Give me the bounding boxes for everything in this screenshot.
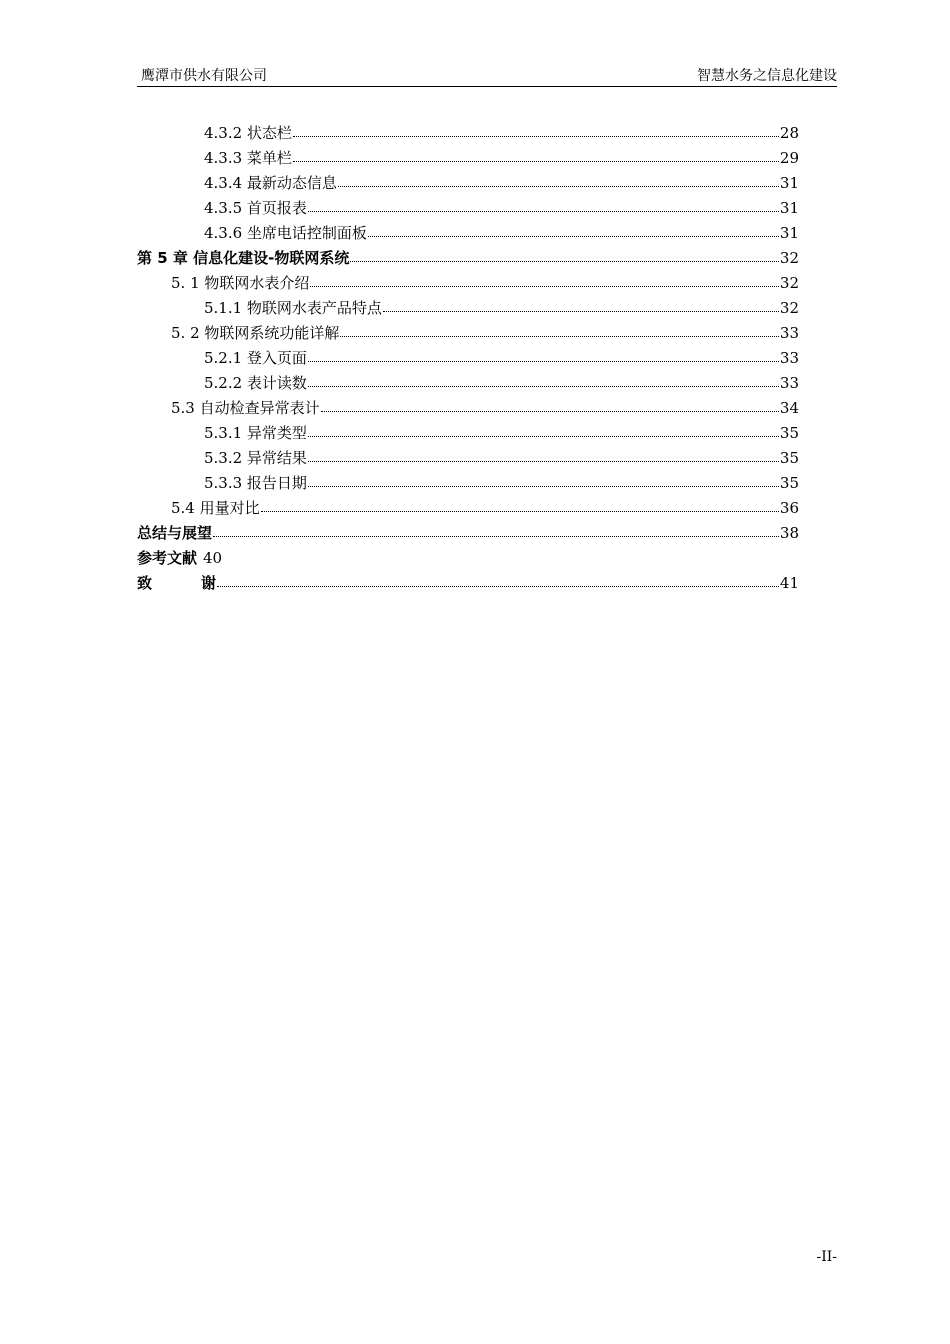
toc-entry-title: 4.3.5 首页报表 <box>204 199 307 217</box>
toc-entry-page: 34 <box>779 399 799 417</box>
toc-leader-dots <box>368 235 779 237</box>
toc-entry[interactable] <box>137 421 799 446</box>
toc-entry[interactable] <box>137 171 799 196</box>
header-company: 鹰潭市供水有限公司 <box>141 68 267 84</box>
toc-entry-title <box>137 571 216 596</box>
toc-entry-title: 4.3.4 最新动态信息 <box>204 174 337 192</box>
toc-entry[interactable] <box>137 121 799 146</box>
toc-leader-dots <box>308 385 779 387</box>
toc-entry[interactable] <box>137 496 799 521</box>
toc-entry-page: 35 <box>779 474 799 492</box>
page-number: -II- <box>816 1249 837 1265</box>
toc-entry-title: 总结与展望 <box>137 524 213 542</box>
toc-leader-dots <box>310 285 779 287</box>
toc-entry-page: 28 <box>779 124 799 142</box>
toc-entry-title: 5. 1 物联网水表介绍 <box>171 274 310 292</box>
toc-entry-title: 4.3.6 坐席电话控制面板 <box>204 224 367 242</box>
toc-leader-dots <box>340 335 779 337</box>
header-document-title: 智慧水务之信息化建设 <box>697 68 837 84</box>
toc-leader-dots <box>350 260 779 262</box>
toc-entry-page: 38 <box>779 524 799 542</box>
toc-entry-page: 32 <box>779 299 799 317</box>
toc-leader-dots <box>308 460 779 462</box>
toc-leader-dots <box>308 360 779 362</box>
toc-entry-page: 36 <box>779 499 799 517</box>
toc-entry-page: 35 <box>779 449 799 467</box>
toc-entry-page: 35 <box>779 424 799 442</box>
toc-entry-title: 5.3 自动检查异常表计 <box>171 399 320 417</box>
toc-entry-page: 31 <box>779 199 799 217</box>
toc-entry-title: 5.2.1 登入页面 <box>204 349 307 367</box>
toc-entry[interactable] <box>137 196 799 221</box>
toc-entry-references[interactable] <box>137 546 799 571</box>
toc-leader-dots <box>338 185 779 187</box>
toc-leader-dots <box>383 310 779 312</box>
toc-leader-dots <box>293 160 779 162</box>
toc-entry-title: 参考文献 <box>137 549 198 567</box>
toc-entry-title: 5.3.2 异常结果 <box>204 449 307 467</box>
toc-entry-title: 5.4 用量对比 <box>171 499 260 517</box>
toc-entry-chapter[interactable] <box>137 246 799 271</box>
toc-entry-page: 31 <box>779 224 799 242</box>
toc-entry-page: 29 <box>779 149 799 167</box>
toc-entry-acknowledgements[interactable] <box>137 571 799 596</box>
toc-entry-page: 33 <box>779 349 799 367</box>
toc-entry-title: 4.3.2 状态栏 <box>204 124 292 142</box>
toc-entry[interactable] <box>137 446 799 471</box>
toc-entry-page: 33 <box>779 374 799 392</box>
toc-entry-page: 33 <box>779 324 799 342</box>
toc-leader-dots <box>213 535 779 537</box>
toc-entry-title: 第 5 章 信息化建设-物联网系统 <box>137 249 350 267</box>
table-of-contents <box>137 121 799 596</box>
toc-entry-summary[interactable] <box>137 521 799 546</box>
toc-leader-dots <box>321 410 779 412</box>
toc-leader-dots <box>217 585 779 587</box>
toc-entry-title: 5.3.1 异常类型 <box>204 424 307 442</box>
toc-entry[interactable] <box>137 321 799 346</box>
toc-entry[interactable] <box>137 271 799 296</box>
toc-entry[interactable] <box>137 396 799 421</box>
toc-entry-title-part-b: 谢 <box>201 574 217 592</box>
toc-entry-title: 5.3.3 报告日期 <box>204 474 307 492</box>
toc-entry-title-part-a: 致 <box>137 574 153 592</box>
toc-entry-page: 41 <box>779 574 799 592</box>
toc-entry[interactable] <box>137 296 799 321</box>
toc-entry-title: 5.2.2 表计读数 <box>204 374 307 392</box>
toc-leader-dots <box>293 135 779 137</box>
toc-entry-page: 31 <box>779 174 799 192</box>
page-header <box>137 66 837 87</box>
toc-entry[interactable] <box>137 221 799 246</box>
toc-entry[interactable] <box>137 346 799 371</box>
toc-entry-page: 40 <box>203 549 223 567</box>
toc-leader-dots <box>308 435 779 437</box>
toc-entry[interactable] <box>137 146 799 171</box>
toc-entry-page: 32 <box>779 274 799 292</box>
toc-entry[interactable] <box>137 471 799 496</box>
toc-entry[interactable] <box>137 371 799 396</box>
toc-leader-dots <box>308 485 779 487</box>
toc-entry-title: 4.3.3 菜单栏 <box>204 149 292 167</box>
toc-entry-page: 32 <box>779 249 799 267</box>
toc-entry-title: 5.1.1 物联网水表产品特点 <box>204 299 382 317</box>
toc-leader-dots <box>308 210 779 212</box>
toc-entry-title: 5. 2 物联网系统功能详解 <box>171 324 340 342</box>
toc-leader-dots <box>261 510 779 512</box>
